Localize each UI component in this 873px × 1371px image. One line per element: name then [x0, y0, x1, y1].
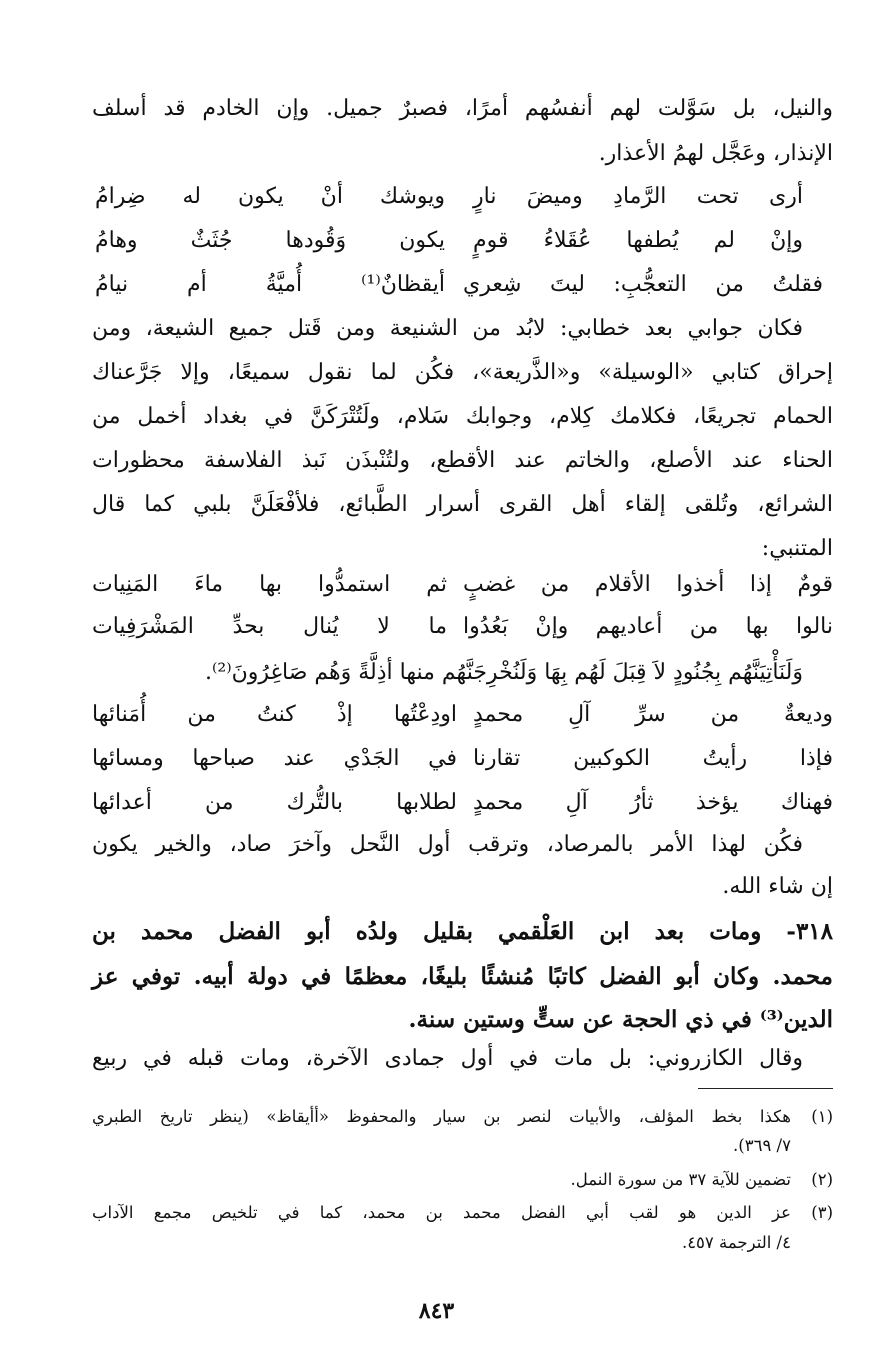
verse-first-hemistich: فقلتُ من التعجُّبِ: ليتَ شِعري: [463, 272, 823, 297]
body-line: الحمام تجريعًا، فكلامك كِلام، وجوابك سَلام، ولَتُتْرَكَنَّ في بغداد أخمل من: [92, 404, 833, 429]
verse-first-hemistich: فإذا رأيتُ الكوكبين تقارنا: [473, 746, 833, 771]
body-line: الشرائع، وتُلقى إلقاء أهل القرى أسرار الطَّبائع، فلأفْعَلَنَّ بلبي كما قال: [92, 492, 833, 517]
entry-heading-line: محمد. وكان أبو الفضل كاتبًا مُنشئًا بليغًا، معظمًا في دولة أبيه. توفي عز: [92, 963, 833, 990]
verse-second-hemistich: ثم استمدُّوا بها ماءَ المَنِيات: [92, 572, 447, 597]
footnote-text: هكذا بخط المؤلف، والأبيات لنصر بن سيار والمحفوظ «أأيقاظ» (ينظر تاريخ الطبري: [92, 1107, 791, 1126]
footnote-number: (٣): [811, 1203, 833, 1222]
body-line: إن شاء الله.: [722, 874, 833, 899]
verse-first-hemistich: نالوا بها من أعاديهم وإنْ بَعُدُوا: [463, 614, 833, 639]
verse-line: [92, 702, 833, 727]
verse-line: [92, 614, 833, 639]
footnote-text: تضمين للآية ٣٧ من سورة النمل.: [570, 1170, 791, 1189]
entry-heading-line: الدين⁽³⁾ في ذي الحجة عن ستٍّ وستين سنة.: [408, 1006, 833, 1033]
verse-line: [92, 790, 833, 815]
verse-second-hemistich: يكون وَقُودها جُثَثٌ وهامُ: [95, 228, 445, 253]
body-line: والنيل، بل سَوَّلت لهم أنفسُهم أمرًا، فصبرٌ جميل. وإن الخادم قد أسلف: [92, 96, 833, 121]
verse-second-hemistich: ويوشك أنْ يكون له ضِرامُ: [95, 184, 445, 209]
verse-line: [92, 572, 833, 597]
footnote-text: عز الدين هو لقب أبي الفضل محمد بن محمد، كما في تلخيص مجمع الآداب: [92, 1203, 791, 1222]
verse-second-hemistich: لطلابها بالتُّرك من أعدائها: [92, 790, 457, 815]
verse-second-hemistich: ما لا يُنال بحدِّ المَشْرَفِيات: [92, 614, 447, 639]
body-line: فكُن لهذا الأمر بالمرصاد، وترقب أول النَّحل وآخرَ صاد، والخير يكون: [92, 832, 803, 857]
body-line: إحراق كتابي «الوسيلة» و«الذَّريعة»، فكُن لما نقول سميعًا، وإلا جَرَّعناك: [92, 360, 833, 385]
body-line: الإنذار، وعَجَّل لهمُ الأعذار.: [598, 141, 833, 166]
footnote-text: ٧/ ٣٦٩).: [733, 1136, 791, 1155]
verse-first-hemistich: وإنْ لم يُطفها عُقَلاءُ قومٍ: [473, 228, 803, 253]
body-line: المتنبي:: [761, 536, 833, 561]
verse-first-hemistich: أرى تحت الرَّمادِ وميضَ نارٍ: [473, 184, 803, 209]
verse-first-hemistich: وديعةٌ من سرِّ آلِ محمدٍ: [473, 702, 833, 727]
quran-verse: وَلَنَأْتِيَنَّهُم بِجُنُودٍ لاَ قِبَلَ لَهُم بِهَا وَلَنُخْرِجَنَّهُم منها أذِلَّةً وَهُم صَاغِرُونَ⁽²⁾.: [204, 660, 803, 685]
verse-first-hemistich: قومٌ إذا أخذوا الأقلام من غضبٍ: [463, 572, 833, 597]
entry-heading-line: ٣١٨- ومات بعد ابن العَلْقمي بقليل ولدُه أبو الفضل محمد بن: [92, 918, 833, 945]
footnote-text: ٤/ الترجمة ٤٥٧.: [681, 1233, 791, 1252]
verse-line: [95, 272, 823, 297]
verse-line: [95, 184, 803, 209]
verse-second-hemistich: أيقظانٌ⁽¹⁾ أُميَّةُ أم نيامُ: [95, 272, 445, 297]
body-line: وقال الكازروني: بل مات في أول جمادى الآخرة، ومات قبله في ربيع: [92, 1046, 803, 1071]
verse-second-hemistich: في الجَدْي عند صباحها ومسائها: [92, 746, 457, 771]
verse-line: [92, 746, 833, 771]
footnote-separator: [698, 1088, 833, 1089]
body-line: فكان جوابي بعد خطابي: لابُد من الشنيعة ومن قَتل جميع الشيعة، ومن: [92, 316, 803, 341]
footnote-number: (٢): [811, 1170, 833, 1189]
footnote-number: (١): [811, 1107, 833, 1126]
page-number: ٨٤٣: [418, 1298, 455, 1324]
verse-first-hemistich: فهناك يؤخذ ثأرُ آلِ محمدٍ: [473, 790, 833, 815]
verse-line: [95, 228, 803, 253]
body-line: الحناء عند الأصلع، والخاتم عند الأقطع، ولتُنْبذَن نَبذ الفلاسفة محظورات: [92, 448, 833, 473]
verse-second-hemistich: اودِعْتُها إذْ كنتُ من أُمَنائها: [92, 702, 457, 727]
